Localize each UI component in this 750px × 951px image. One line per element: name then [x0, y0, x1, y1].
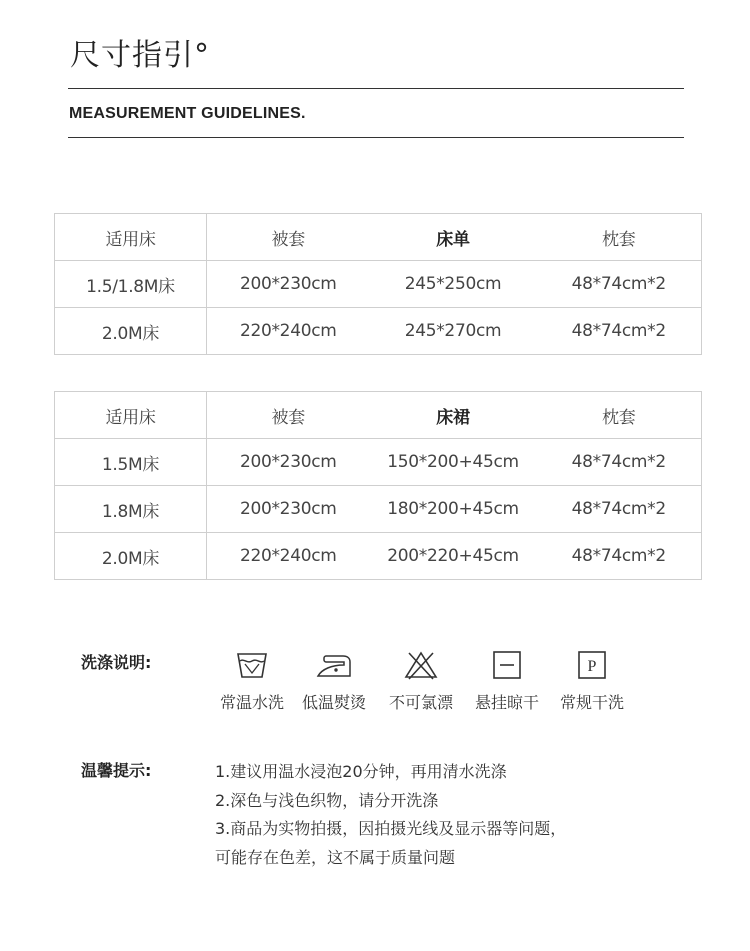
page-subtitle: MEASUREMENT GUIDELINES.: [69, 105, 306, 122]
table-header-cell: 枕套: [537, 392, 702, 439]
table-header-cell: 床裙: [370, 392, 537, 439]
table-row: [55, 261, 702, 308]
tips-label: 温馨提示:: [81, 761, 152, 780]
care-item-iron: [294, 650, 374, 713]
page-title: 尺寸指引°: [70, 38, 210, 73]
size-table-sheet: [54, 213, 702, 355]
table-cell: 200*230cm: [207, 261, 370, 308]
iron-icon: [314, 650, 354, 680]
tip-line: 可能存在色差，这不属于质量问题: [215, 847, 456, 867]
table-cell: 200*230cm: [207, 486, 370, 533]
care-label: 常规干洗: [559, 693, 624, 712]
table-row: [55, 533, 702, 580]
care-item-dryclean: [552, 650, 632, 713]
table-header-cell: 被套: [207, 392, 370, 439]
table-cell: 2.0M床: [55, 533, 207, 580]
table-header-cell: 枕套: [537, 214, 702, 261]
table-cell: 1.5M床: [55, 439, 207, 486]
dry-clean-symbol: P: [587, 658, 597, 675]
divider: [68, 88, 684, 89]
care-label: 不可氯漂: [388, 693, 453, 712]
size-table-bedskirt: [54, 391, 702, 580]
table-header-cell: 床单: [370, 214, 537, 261]
table-cell: 48*74cm*2: [537, 261, 702, 308]
wash-tub-icon: [235, 650, 269, 680]
washing-label: 洗涤说明:: [81, 653, 152, 672]
table-cell: 220*240cm: [207, 533, 370, 580]
care-item-wash: [212, 650, 292, 713]
table-header-cell: 被套: [207, 214, 370, 261]
table-header-cell: 适用床: [55, 214, 207, 261]
table-cell: 1.8M床: [55, 486, 207, 533]
table-cell: 48*74cm*2: [537, 486, 702, 533]
tip-line: 2.深色与浅色织物，请分开洗涤: [215, 790, 439, 810]
dry-clean-p-icon: [575, 650, 609, 680]
table-cell: 150*200+45cm: [370, 439, 537, 486]
hang-dry-icon: [490, 650, 524, 680]
table-row: [55, 439, 702, 486]
table-cell: 200*220+45cm: [370, 533, 537, 580]
table-cell: 245*250cm: [370, 261, 537, 308]
care-label: 低温熨烫: [301, 693, 366, 712]
table-row: [55, 486, 702, 533]
table-cell: 48*74cm*2: [537, 439, 702, 486]
table-cell: 180*200+45cm: [370, 486, 537, 533]
no-bleach-icon: [404, 650, 438, 680]
care-item-bleach: [381, 650, 461, 713]
divider: [68, 137, 684, 138]
table-cell: 48*74cm*2: [537, 533, 702, 580]
tips-list: [215, 758, 566, 872]
table-row: [55, 308, 702, 355]
care-label: 常温水洗: [219, 693, 284, 712]
tip-line: 3.商品为实物拍摄，因拍摄光线及显示器等问题，: [215, 819, 567, 838]
table-cell: 48*74cm*2: [537, 308, 702, 355]
table-cell: 200*230cm: [207, 439, 370, 486]
table-cell: 245*270cm: [370, 308, 537, 355]
table-header-row: [55, 214, 702, 261]
care-item-hang: [467, 650, 547, 713]
table-header-cell: 适用床: [55, 392, 207, 439]
tip-line: 1.建议用温水浸泡20分钟，再用清水洗涤: [215, 762, 507, 781]
table-cell: 220*240cm: [207, 308, 370, 355]
table-header-row: [55, 392, 702, 439]
care-label: 悬挂晾干: [474, 693, 539, 712]
table-cell: 1.5/1.8M床: [55, 261, 207, 308]
table-cell: 2.0M床: [55, 308, 207, 355]
